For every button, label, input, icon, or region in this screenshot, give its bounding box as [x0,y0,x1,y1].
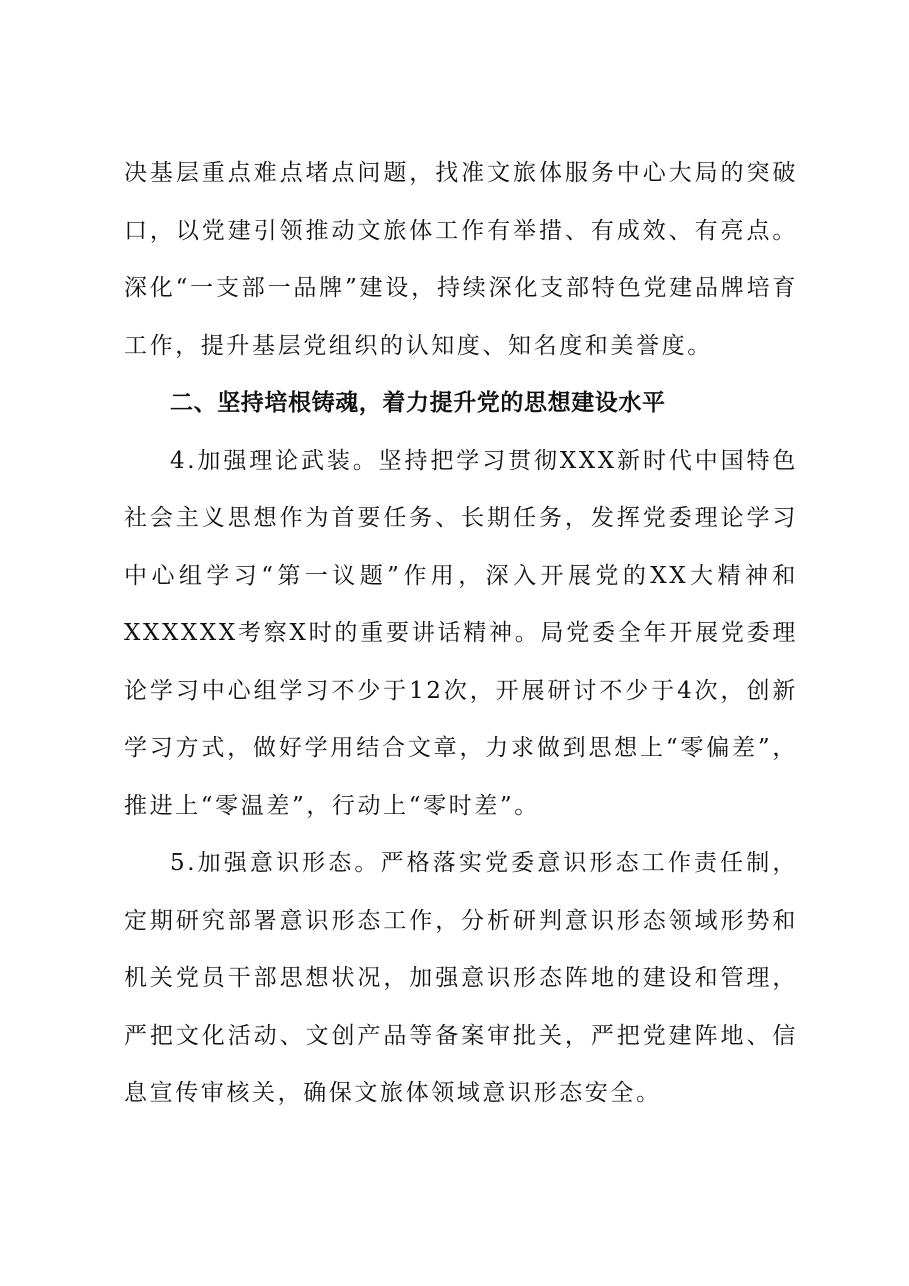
document-body [124,145,798,1123]
paragraph-item-5: 5.加强意识形态。严格落实党委意识形态工作责任制，定期研究部署意识形态工作，分析研判意识形态领域形势和机关党员干部思想状况，加强意识形态阵地的建设和管理，严把文化活动、文创产品等备案审批关，严把党建阵地、信息宣传审核关，确保文旅体领域意识形态安全。 [124,850,798,1106]
paragraph-continued: 决基层重点难点堵点问题，找准文旅体服务中心大局的突破口，以党建引领推动文旅体工作有举措、有成效、有亮点。深化“一支部一品牌”建设，持续深化支部特色党建品牌培育工作，提升基层党组织的认知度、知名度和美誉度。 [124,160,798,359]
section-heading: 二、坚持培根铸魂，着力提升党的思想建设水平 [170,390,666,416]
paragraph-item-4: 4.加强理论武装。坚持把学习贯彻XXX新时代中国特色社会主义思想作为首要任务、长期任务，发挥党委理论学习中心组学习“第一议题”作用，深入开展党的XX大精神和XXXXXX考察X时的重要讲话精神。局党委全年开展党委理论学习中心组学习不少于12次，开展研讨不少于4次，创新学习方式，做好学用结合文章，力求做到思想上“零偏差”，推进上“零温差”，行动上“零时差”。 [124,447,798,819]
